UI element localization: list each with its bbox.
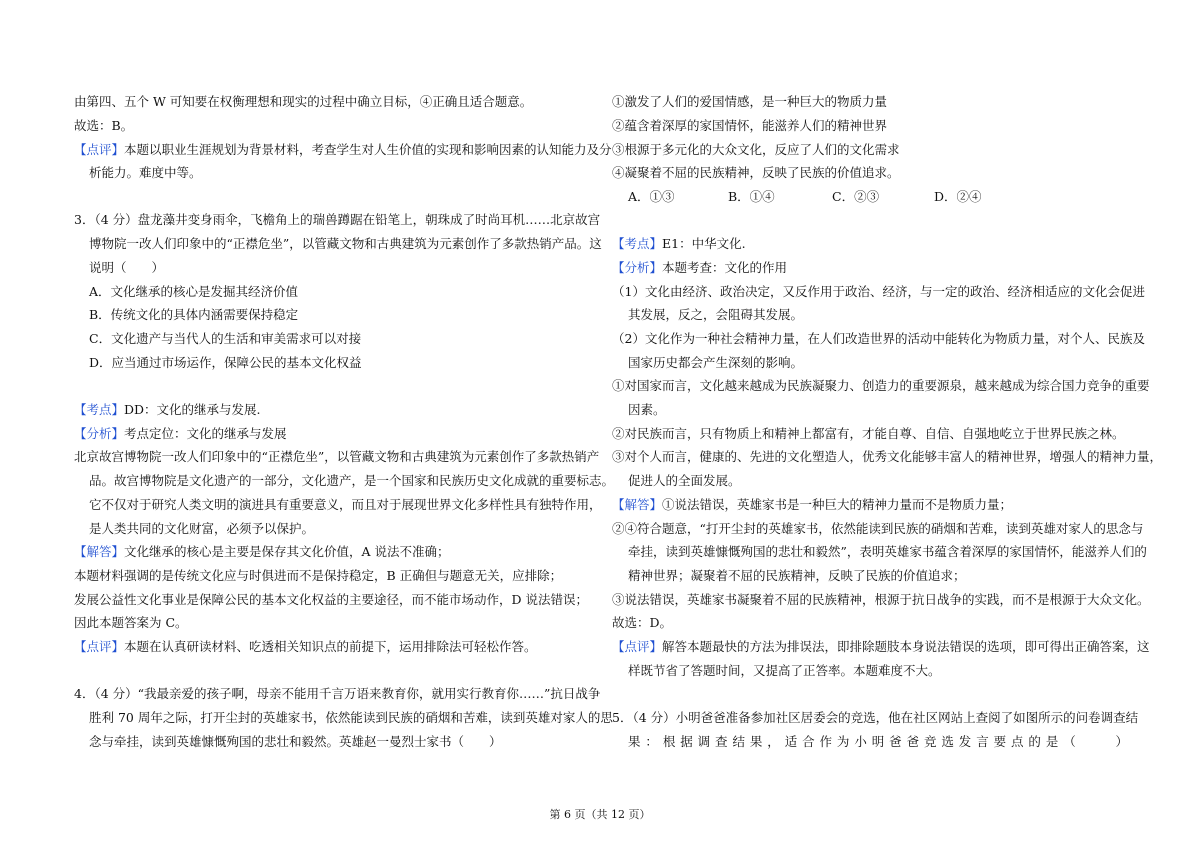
answer-tag: 【解答】 (612, 497, 663, 512)
text-line: 是人类共同的文化财富，必须予以保护。 (89, 521, 315, 536)
statement-1: ①激发了人们的爱国情感，是一种巨大的物质力量 (612, 94, 888, 109)
statement-2: ②蕴含着深厚的家国情怀，能滋养人们的精神世界 (612, 118, 888, 133)
question-4-stem: 4．（4 分）“我最亲爱的孩子啊，母亲不能用千言万语来教育你，就用实行教育你……”抗日战争 (74, 686, 601, 701)
comment-line: 【点评】本题在认真研读材料、吃透相关知识点的前提下，运用排除法可轻松作答。 (74, 639, 537, 654)
comment-line: 【点评】本题以职业生涯规划为背景材料，考查学生对人生价值的实现和影响因素的认知能力及分 (74, 142, 612, 157)
choice-a: A．①③ (628, 189, 675, 204)
text-line: 念与牵挂，读到英雄慷慨殉国的悲壮和毅然。英雄赵一曼烈士家书（ ） (89, 734, 502, 749)
analysis-tag: 【分析】 (612, 260, 663, 275)
text-line: 牵挂，读到英雄慷慨殉国的悲壮和毅然”，表明英雄家书蕴含着深厚的家国情怀，能滋养人们的 (628, 544, 1147, 559)
answer-line: 【解答】①说法错误，英雄家书是一种巨大的精神力量而不是物质力量； (612, 497, 1013, 512)
kaodian-tag: 【考点】 (74, 402, 125, 417)
text-line: 其发展，反之，会阻碍其发展。 (628, 307, 804, 322)
text-line: 它不仅对于研究人类文明的演进具有重要意义，而且对于展现世界文化多样性具有独特作用， (89, 497, 602, 512)
comment-tag: 【点评】 (612, 639, 663, 654)
text-line: 胜利 70 周年之际，打开尘封的英雄家书，依然能读到民族的硝烟和苦难，读到英雄对家人的思 (89, 710, 613, 725)
comment-tag: 【点评】 (74, 142, 125, 157)
text-line: ③说法错误，英雄家书凝聚着不屈的民族精神，根源于抗日战争的实践，而不是根源于大众文化。 (612, 592, 1150, 607)
option-a: A．文化继承的核心是发掘其经济价值 (89, 284, 299, 299)
text-line: 品。故宫博物院是文化遗产的一部分，文化遗产，是一个国家和民族历史文化成就的重要标志。 (89, 473, 615, 488)
analysis-tag: 【分析】 (74, 426, 125, 441)
choice-b: B．①④ (728, 189, 775, 204)
text-line: （1）文化由经济、政治决定，又反作用于政治、经济，与一定的政治、经济相适应的文化会促进 (612, 284, 1145, 299)
text-line: ②对民族而言，只有物质上和精神上都富有，才能自尊、自信、自强地屹立于世界民族之林。 (612, 426, 1125, 441)
text-line: 发展公益性文化事业是保障公民的基本文化权益的主要途径，而不能市场动作，D 说法错误； (74, 592, 588, 607)
text-line: 果：根据调查结果，适合作为小明爸爸竞选发言要点的是（ ） (628, 734, 1128, 749)
comment-line: 【点评】解答本题最快的方法为排误法，即排除题肢本身说法错误的选项，即可得出正确答案，这 (612, 639, 1150, 654)
text-line: 样既节省了答题时间，又提高了正答率。本题难度不大。 (628, 663, 941, 678)
text-line: 故选：D。 (612, 615, 673, 630)
answer-line: 【解答】文化继承的核心是主要是保存其文化价值，A 说法不准确； (74, 544, 450, 559)
text-line: 促进人的全面发展。 (628, 473, 741, 488)
page-footer: 第 6 页（共 12 页） (549, 808, 651, 821)
text-line: 本题材料强调的是传统文化应与时俱进而不是保持稳定，B 正确但与题意无关，应排除； (74, 568, 563, 583)
choice-c: C．②③ (832, 189, 880, 204)
text-line: 由第四、五个 W 可知要在权衡理想和现实的过程中确立目标，④正确且适合题意。 (74, 94, 533, 109)
option-c: C．文化遗产与当代人的生活和审美需求可以对接 (89, 331, 362, 346)
statement-3: ③根源于多元化的大众文化，反应了人们的文化需求 (612, 142, 900, 157)
text-line: 博物院一改人们印象中的“正襟危坐”，以管藏文物和古典建筑为元素创作了多款热销产品。这 (89, 236, 602, 251)
option-b: B．传统文化的具体内涵需要保持稳定 (89, 307, 299, 322)
text-line: 国家历史都会产生深刻的影响。 (628, 355, 804, 370)
option-d: D．应当通过市场运作，保障公民的基本文化权益 (89, 355, 362, 370)
question-5-stem: 5．（4 分）小明爸爸准备参加社区居委会的竞选，他在社区网站上查阅了如图所示的问卷调查结 (612, 710, 1139, 725)
analysis-line: 【分析】本题考查：文化的作用 (612, 260, 788, 275)
answer-tag: 【解答】 (74, 544, 125, 559)
text-line: 因此本题答案为 C。 (74, 615, 188, 630)
text-line: 说明（ ） (89, 260, 165, 275)
text-line: 北京故宫博物院一改人们印象中的“正襟危坐”，以管藏文物和古典建筑为元素创作了多款热销产 (74, 449, 600, 464)
text-line: 因素。 (628, 402, 666, 417)
question-3-stem: 3．（4 分）盘龙藻井变身雨伞，飞檐角上的瑞兽蹲踞在铅笔上，朝珠成了时尚耳机……北京故宫 (74, 212, 601, 227)
kaodian-line: 【考点】DD：文化的继承与发展. (74, 402, 261, 417)
text-line: （2）文化作为一种社会精神力量，在人们改造世界的活动中能转化为物质力量，对个人、民族及 (612, 331, 1145, 346)
text-line: 精神世界；凝聚着不屈的民族精神，反映了民族的价值追求； (628, 568, 966, 583)
comment-tag: 【点评】 (74, 639, 125, 654)
kaodian-line: 【考点】E1：中华文化. (612, 236, 746, 251)
text-line: 析能力。难度中等。 (89, 165, 202, 180)
choice-d: D．②④ (934, 189, 982, 204)
text-line: ①对国家而言，文化越来越成为民族凝聚力、创造力的重要源泉，越来越成为综合国力竞争的重要 (612, 378, 1150, 393)
statement-4: ④凝聚着不屈的民族精神，反映了民族的价值追求。 (612, 165, 900, 180)
text-line: ③对个人而言，健康的、先进的文化塑造人，优秀文化能够丰富人的精神世界，增强人的精神力量， (612, 449, 1163, 464)
kaodian-tag: 【考点】 (612, 236, 663, 251)
text-line: 故选：B。 (74, 118, 134, 133)
text-line: ②④符合题意，“打开尘封的英雄家书，依然能读到民族的硝烟和苦难，读到英雄对家人的思念与 (612, 521, 1144, 536)
analysis-line: 【分析】考点定位：文化的继承与发展 (74, 426, 287, 441)
